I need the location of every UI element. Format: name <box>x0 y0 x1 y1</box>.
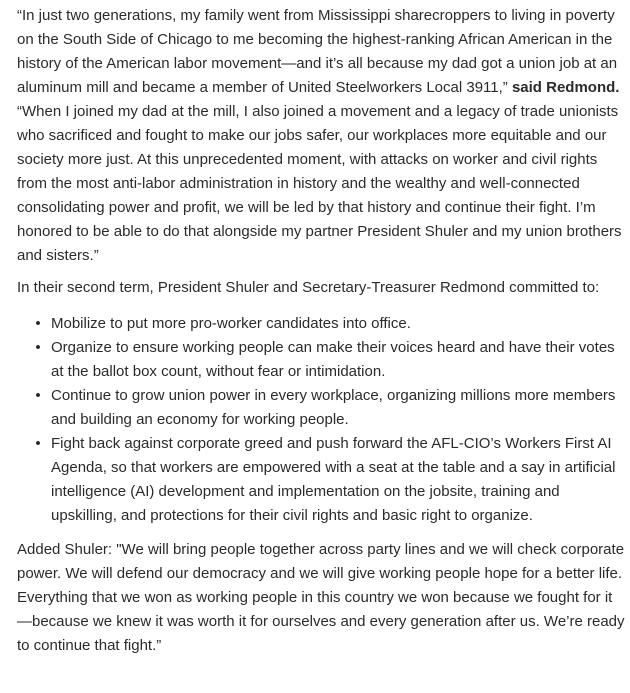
list-item <box>35 432 626 528</box>
list-item-text: Mobilize to put more pro-worker candidates into office. <box>51 315 411 332</box>
redmond-quote-paragraph <box>17 4 626 268</box>
list-item-text: Organize to ensure working people can make their voices heard and have their votes at the ballot box count, without fear or intimidation. <box>51 339 615 380</box>
bullet-icon: • <box>35 339 41 356</box>
list-item-text: Continue to grow union power in every workplace, organizing millions more members and building an economy for working people. <box>51 387 616 428</box>
redmond-quote-part1: “In just two generations, my family went from Mississippi sharecroppers to living in poverty on the South Side of Chicago to me becoming the highest-ranking African American in the history of the American labor movement—and it’s all because my dad got a union job at an aluminum mill and became a member of United Steelworkers Local 3911,” <box>17 7 618 96</box>
redmond-quote-part2: “When I joined my dad at the mill, I also joined a movement and a legacy of trade unionists who sacrificed and fought to make our jobs safer, our workplaces more equitable and our society more just. At this unprecedented moment, with attacks on worker and civil rights from the most anti-labor administration in history and the wealthy and well-connected consolidating power and profit, we will be led by that history and continue their fight. I’m honored to be able to do that alongside my partner President Shuler and my union brothers and sisters.” <box>17 103 622 264</box>
bullet-icon: • <box>35 315 41 332</box>
commitments-list <box>17 312 626 528</box>
bullet-icon: • <box>35 387 41 404</box>
commitments-intro: In their second term, President Shuler and Secretary-Treasurer Redmond committed to: <box>17 279 600 296</box>
redmond-attribution: said Redmond. <box>507 79 620 96</box>
shuler-quote-paragraph: Added Shuler: "We will bring people together across party lines and we will check corporate power. We will defend our democracy and we will give working people hope for a better life. Everything that we won as working people in this country we won because we fought for it—because we knew it was worth it for ourselves and every generation after us. We’re ready to continue that fight.” <box>17 541 625 654</box>
list-item <box>35 384 626 432</box>
bullet-icon: • <box>35 435 41 452</box>
list-item-text: Fight back against corporate greed and push forward the AFL-CIO’s Workers First AI Agenda, so that workers are empowered with a seat at the table and a say in artificial intelligence (AI) development and implementation on the jobsite, training and upskilling, and protections for their civil rights and basic right to organize. <box>51 435 616 524</box>
list-item <box>35 312 626 336</box>
list-item <box>35 336 626 384</box>
